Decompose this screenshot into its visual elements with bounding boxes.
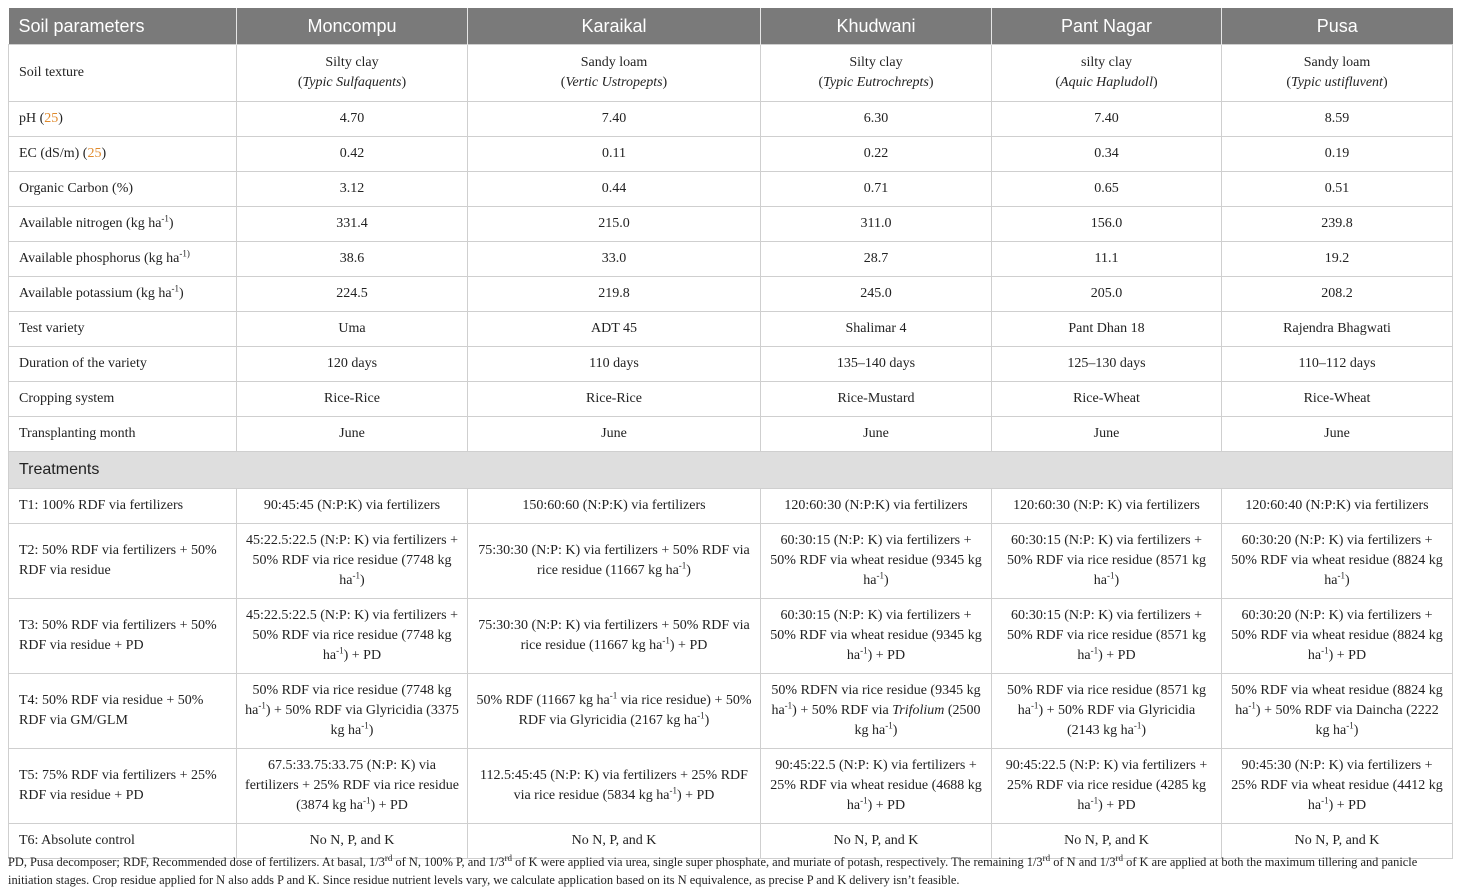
row-label: Available nitrogen (kg $ha^{-1}$) bbox=[9, 207, 237, 242]
table-cell: Rice-Wheat bbox=[992, 382, 1222, 417]
row-transplanting-month bbox=[9, 417, 1453, 452]
table-cell: 7.40 bbox=[992, 102, 1222, 137]
table-cell: Rice-Rice bbox=[468, 382, 761, 417]
table-cell: 90:45:22.5 (N:P: K) via fertilizers + 25% RDF via wheat residue (4688 kg $ha^{-1}$) + PD bbox=[761, 749, 992, 824]
row-label: Transplanting month bbox=[9, 417, 237, 452]
table-cell: 0.42 bbox=[237, 137, 468, 172]
table-cell: 4.70 bbox=[237, 102, 468, 137]
table-cell: 110 days bbox=[468, 347, 761, 382]
soil-treatments-table-container bbox=[8, 8, 1452, 859]
row-label: T4: 50% RDF via residue + 50% RDF via GM/GLM bbox=[9, 674, 237, 749]
header-pant-nagar: Pant Nagar bbox=[992, 8, 1222, 45]
table-cell: June bbox=[761, 417, 992, 452]
table-cell: 0.65 bbox=[992, 172, 1222, 207]
table-cell: 150:60:60 (N:P:K) via fertilizers bbox=[468, 489, 761, 524]
table-cell: 120:60:30 (N:P: K) via fertilizers bbox=[992, 489, 1222, 524]
row-label: T2: 50% RDF via fertilizers + 50% RDF via residue bbox=[9, 524, 237, 599]
table-cell: Uma bbox=[237, 312, 468, 347]
table-cell: 90:45:30 (N:P: K) via fertilizers + 25% RDF via wheat residue (4412 kg $ha^{-1}$) + PD bbox=[1222, 749, 1453, 824]
row-label: Available potassium (kg $ha^{-1}$) bbox=[9, 277, 237, 312]
header-karaikal: Karaikal bbox=[468, 8, 761, 45]
table-cell: 245.0 bbox=[761, 277, 992, 312]
table-cell: 50% RDF via wheat residue (8824 kg $ha^{-1}) + 50\%$ RDF via Daincha (2222 kg $ha^{-1}$) bbox=[1222, 674, 1453, 749]
table-cell: Rajendra Bhagwati bbox=[1222, 312, 1453, 347]
row-t1 bbox=[9, 489, 1453, 524]
table-cell: 215.0 bbox=[468, 207, 761, 242]
row-ph bbox=[9, 102, 1453, 137]
table-cell: 0.71 bbox=[761, 172, 992, 207]
header-pusa: Pusa bbox=[1222, 8, 1453, 45]
table-cell: June bbox=[468, 417, 761, 452]
table-cell: 135–140 days bbox=[761, 347, 992, 382]
table-cell: 120 days bbox=[237, 347, 468, 382]
row-soil-texture bbox=[9, 45, 1453, 102]
table-cell: 75:30:30 (N:P: K) via fertilizers + 50% RDF via rice residue (11667 kg $ha^{-1}$) bbox=[468, 524, 761, 599]
table-cell: Rice-Rice bbox=[237, 382, 468, 417]
table-cell: Silty clay (Typic Eutrochrepts) bbox=[761, 45, 992, 102]
table-cell: 75:30:30 (N:P: K) via fertilizers + 50% RDF via rice residue (11667 kg $ha^{-1}$) + PD bbox=[468, 599, 761, 674]
table-cell: June bbox=[1222, 417, 1453, 452]
row-t2 bbox=[9, 524, 1453, 599]
table-cell: 19.2 bbox=[1222, 242, 1453, 277]
table-cell: 120:60:40 (N:P:K) via fertilizers bbox=[1222, 489, 1453, 524]
row-available-potassium bbox=[9, 277, 1453, 312]
row-label: pH (25) bbox=[9, 102, 237, 137]
table-cell: 6.30 bbox=[761, 102, 992, 137]
row-label: Cropping system bbox=[9, 382, 237, 417]
table-cell: 156.0 bbox=[992, 207, 1222, 242]
table-cell: No N, P, and K bbox=[468, 824, 761, 859]
table-cell: 239.8 bbox=[1222, 207, 1453, 242]
table-cell: 112.5:45:45 (N:P: K) via fertilizers + 25% RDF via rice residue (5834 kg $ha^{-1}$) + PD bbox=[468, 749, 761, 824]
table-cell: 67.5:33.75:33.75 (N:P: K) via fertilizers + 25% RDF via rice residue (3874 kg $ha^{-1}$) + PD bbox=[237, 749, 468, 824]
treatments-section-row bbox=[9, 452, 1453, 489]
header-row bbox=[9, 8, 1453, 45]
table-cell: 0.22 bbox=[761, 137, 992, 172]
table-footnote: PD, Pusa decomposer; RDF, Recommended dose of fertilizers. At basal, 1/3rd of N, 100% P, and 1/3rd of K were applied via urea, single super phosphate, and muriate of potash, respectively. The remaining 1/3rd of N and 1/3rd of K are applied at both the maximum tillering and panicle initiation stages. Crop residue applied for N also adds P and K. Since residue nutrient levels vary, we calculate application based on its N equivalence, as precise P and K delivery isn’t feasible. bbox=[8, 852, 1418, 887]
row-ec bbox=[9, 137, 1453, 172]
table-cell: 50% RDF (11667 kg $ha^{-1}$ via rice residue) + 50% RDF via Glyricidia (2167 kg $ha^{-1}$) bbox=[468, 674, 761, 749]
table-cell: Shalimar 4 bbox=[761, 312, 992, 347]
row-test-variety bbox=[9, 312, 1453, 347]
soil-treatments-table bbox=[8, 8, 1453, 859]
table-cell: Rice-Mustard bbox=[761, 382, 992, 417]
table-cell: June bbox=[992, 417, 1222, 452]
treatments-section-heading: Treatments bbox=[9, 452, 1453, 489]
row-label: Test variety bbox=[9, 312, 237, 347]
table-cell: Sandy loam (Vertic Ustropepts) bbox=[468, 45, 761, 102]
table-cell: 50% RDF via rice residue (8571 kg $ha^{-1}) + 50\%$ RDF via Glyricidia (2143 kg $ha^{-1}$) bbox=[992, 674, 1222, 749]
table-cell: 311.0 bbox=[761, 207, 992, 242]
reference-link[interactable]: 25 bbox=[44, 111, 59, 126]
table-cell: 60:30:15 (N:P: K) via fertilizers + 50% RDF via rice residue (8571 kg $ha^{-1}$) bbox=[992, 524, 1222, 599]
table-cell: 60:30:15 (N:P: K) via fertilizers + 50% RDF via wheat residue (9345 kg $ha^{-1}$) bbox=[761, 524, 992, 599]
table-cell: No N, P, and K bbox=[1222, 824, 1453, 859]
table-cell: 205.0 bbox=[992, 277, 1222, 312]
table-cell: 8.59 bbox=[1222, 102, 1453, 137]
table-cell: 11.1 bbox=[992, 242, 1222, 277]
row-label: Available phosphorus (kg $ha^{-1)}$ bbox=[9, 242, 237, 277]
table-cell: 60:30:15 (N:P: K) via fertilizers + 50% RDF via rice residue (8571 kg $ha^{-1}$) + PD bbox=[992, 599, 1222, 674]
table-cell: 7.40 bbox=[468, 102, 761, 137]
reference-link[interactable]: 25 bbox=[87, 146, 102, 161]
table-cell: 219.8 bbox=[468, 277, 761, 312]
header-soil-parameters: Soil parameters bbox=[9, 8, 237, 45]
table-cell: 0.11 bbox=[468, 137, 761, 172]
header-moncompu: Moncompu bbox=[237, 8, 468, 45]
table-cell: No N, P, and K bbox=[761, 824, 992, 859]
row-t3 bbox=[9, 599, 1453, 674]
row-organic-carbon bbox=[9, 172, 1453, 207]
header-khudwani: Khudwani bbox=[761, 8, 992, 45]
row-t5 bbox=[9, 749, 1453, 824]
row-label: T3: 50% RDF via fertilizers + 50% RDF via residue + PD bbox=[9, 599, 237, 674]
table-cell: Pant Dhan 18 bbox=[992, 312, 1222, 347]
row-label: Organic Carbon (%) bbox=[9, 172, 237, 207]
table-cell: ADT 45 bbox=[468, 312, 761, 347]
table-cell: Silty clay (Typic Sulfaquents) bbox=[237, 45, 468, 102]
table-cell: 45:22.5:22.5 (N:P: K) via fertilizers + 50% RDF via rice residue (7748 kg $ha^{-1}$) bbox=[237, 524, 468, 599]
row-label: T1: 100% RDF via fertilizers bbox=[9, 489, 237, 524]
row-label: Soil texture bbox=[9, 45, 237, 102]
table-cell: 33.0 bbox=[468, 242, 761, 277]
table-cell: 38.6 bbox=[237, 242, 468, 277]
table-cell: 224.5 bbox=[237, 277, 468, 312]
table-cell: No N, P, and K bbox=[237, 824, 468, 859]
table-cell: 60:30:20 (N:P: K) via fertilizers + 50% RDF via wheat residue (8824 kg $ha^{-1}$) + PD bbox=[1222, 599, 1453, 674]
row-duration bbox=[9, 347, 1453, 382]
row-cropping-system bbox=[9, 382, 1453, 417]
row-available-phosphorus bbox=[9, 242, 1453, 277]
row-label: Duration of the variety bbox=[9, 347, 237, 382]
table-cell: 331.4 bbox=[237, 207, 468, 242]
table-cell: No N, P, and K bbox=[992, 824, 1222, 859]
table-cell: 3.12 bbox=[237, 172, 468, 207]
table-cell: 110–112 days bbox=[1222, 347, 1453, 382]
table-cell: 45:22.5:22.5 (N:P: K) via fertilizers + 50% RDF via rice residue (7748 kg $ha^{-1}$) + PD bbox=[237, 599, 468, 674]
table-cell: 0.19 bbox=[1222, 137, 1453, 172]
table-cell: 125–130 days bbox=[992, 347, 1222, 382]
table-cell: silty clay (Aquic Hapludoll) bbox=[992, 45, 1222, 102]
table-cell: 120:60:30 (N:P:K) via fertilizers bbox=[761, 489, 992, 524]
table-cell: 28.7 bbox=[761, 242, 992, 277]
row-label: T6: Absolute control bbox=[9, 824, 237, 859]
table-cell: 0.34 bbox=[992, 137, 1222, 172]
table-cell: 0.51 bbox=[1222, 172, 1453, 207]
table-cell: Rice-Wheat bbox=[1222, 382, 1453, 417]
row-label: EC (dS/m) (25) bbox=[9, 137, 237, 172]
table-cell: 50% RDFN via rice residue (9345 kg $ha^{-1}) + 50\%$ RDF via Trifolium (2500 kg $ha^{-1}$) bbox=[761, 674, 992, 749]
table-cell: 50% RDF via rice residue (7748 kg $ha^{-1}) + 50\%$ RDF via Glyricidia (3375 kg $ha^{-1}$) bbox=[237, 674, 468, 749]
table-cell: 60:30:15 (N:P: K) via fertilizers + 50% RDF via wheat residue (9345 kg $ha^{-1}$) + PD bbox=[761, 599, 992, 674]
row-available-nitrogen bbox=[9, 207, 1453, 242]
table-cell: Sandy loam (Typic ustifluvent) bbox=[1222, 45, 1453, 102]
table-cell: 90:45:22.5 (N:P: K) via fertilizers + 25% RDF via rice residue (4285 kg $ha^{-1}$) + PD bbox=[992, 749, 1222, 824]
table-cell: June bbox=[237, 417, 468, 452]
row-t4 bbox=[9, 674, 1453, 749]
table-cell: 60:30:20 (N:P: K) via fertilizers + 50% RDF via wheat residue (8824 kg $ha^{-1}$) bbox=[1222, 524, 1453, 599]
table-cell: 90:45:45 (N:P:K) via fertilizers bbox=[237, 489, 468, 524]
table-cell: 208.2 bbox=[1222, 277, 1453, 312]
row-label: T5: 75% RDF via fertilizers + 25% RDF via residue + PD bbox=[9, 749, 237, 824]
table-cell: 0.44 bbox=[468, 172, 761, 207]
